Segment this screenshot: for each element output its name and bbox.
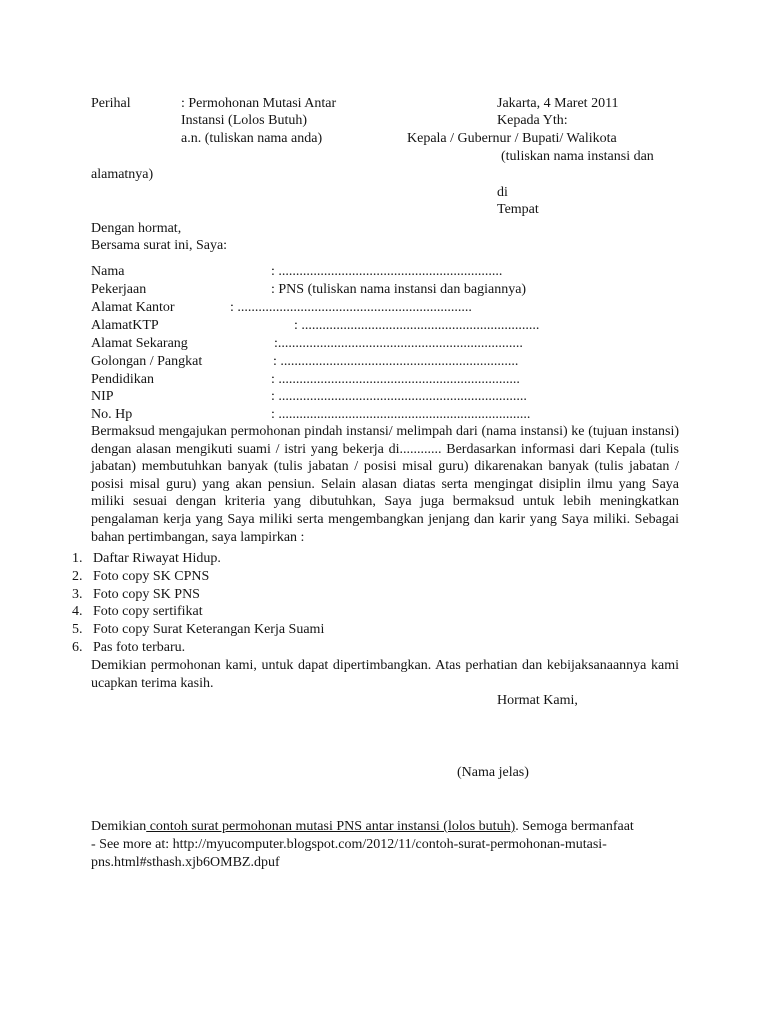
opening-intro: Bersama surat ini, Saya:	[91, 238, 228, 253]
field-pekerjaan-value: : PNS (tuliskan nama instansi dan bagiannya)	[271, 282, 527, 297]
footer-prefix: Demikian	[91, 819, 147, 834]
field-nama-value: : ................................................................	[271, 264, 503, 279]
signature-name: (Nama jelas)	[457, 765, 529, 780]
attachment-number: 5.	[72, 622, 83, 637]
field-alamat-kantor-value: : ...................................................................	[230, 300, 472, 315]
field-alamat-ktp-value: : ....................................................................	[294, 318, 540, 333]
footer-see-more-line-2: pns.html#sthash.xjb6OMBZ.dpuf	[91, 855, 280, 870]
attachment-number: 4.	[72, 604, 83, 619]
field-golongan-label: Golongan / Pangkat	[91, 354, 203, 369]
field-nohp-value: : ........................................................................	[271, 407, 531, 422]
perihal-label: Perihal	[91, 96, 131, 111]
footer-line-1	[91, 818, 634, 835]
recipient-di: di	[497, 185, 508, 200]
letter-date: Jakarta, 4 Maret 2011	[497, 96, 619, 111]
attachment-number: 6.	[72, 640, 83, 655]
footer-article-link[interactable]: contoh surat permohonan mutasi PNS antar instansi (lolos butuh)	[146, 819, 516, 834]
footer-suffix: . Semoga bermanfaat	[515, 819, 634, 834]
attachment-number: 2.	[72, 569, 83, 584]
field-alamat-sekarang-label: Alamat Sekarang	[91, 336, 188, 351]
attachment-item: Foto copy SK CPNS	[93, 569, 210, 584]
perihal-line-2: Instansi (Lolos Butuh)	[181, 113, 307, 128]
field-nip-label: NIP	[91, 389, 114, 404]
field-golongan-value: : ....................................................................	[273, 354, 519, 369]
field-nama-label: Nama	[91, 264, 125, 279]
perihal-line-3: a.n. (tuliskan nama anda)	[181, 131, 323, 146]
field-alamat-ktp-label: AlamatKTP	[91, 318, 159, 333]
attachment-number: 3.	[72, 587, 83, 602]
field-nohp-label: No. Hp	[91, 407, 133, 422]
attachment-item: Foto copy Surat Keterangan Kerja Suami	[93, 622, 325, 637]
field-pendidikan-label: Pendidikan	[91, 372, 154, 387]
field-alamat-kantor-label: Alamat Kantor	[91, 300, 175, 315]
attachment-item: Foto copy sertifikat	[93, 604, 203, 619]
field-pekerjaan-label: Pekerjaan	[91, 282, 147, 297]
recipient-tempat: Tempat	[497, 202, 539, 217]
recipient-kepada: Kepada Yth:	[497, 113, 568, 128]
recipient-title: Kepala / Gubernur / Bupati/ Walikota	[407, 131, 617, 146]
attachment-number: 1.	[72, 551, 83, 566]
recipient-instansi-note: (tuliskan nama instansi dan	[501, 149, 654, 164]
perihal-line-1: : Permohonan Mutasi Antar	[181, 96, 337, 111]
attachment-item: Pas foto terbaru.	[93, 640, 186, 655]
recipient-instansi-note-cont: alamatnya)	[91, 167, 154, 182]
body-paragraph: Bermaksud mengajukan permohonan pindah instansi/ melimpah dari (nama instansi) ke (tujuan instansi) dengan alasan mengikuti suami / istri yang bekerja di............ Berdasarkan informasi dari Kepala (tulis jabatan) membutuhkan banyak (tulis jabatan / posisi misal guru) dikarenakan banyak (tulis jabatan / posisi misal guru) yang akan pensiun. Selain alasan diatas serta mengingat disiplin ilmu yang Saya miliki sesuai dengan kriteria yang dibutuhkan, Saya juga bermaksud untuk lebih meningkatkan pengalaman kerja yang Saya miliki serta mengembangkan jenjang dan karir yang Saya miliki. Sebagai bahan pertimbangan, saya lampirkan :	[91, 424, 679, 545]
closing-regards: Hormat Kami,	[497, 693, 578, 708]
closing-paragraph: Demikian permohonan kami, untuk dapat dipertimbangkan. Atas perhatian dan kebijaksanaannya kami ucapkan terima kasih.	[91, 658, 679, 691]
footer-see-more-line-1: - See more at: http://myucomputer.blogspot.com/2012/11/contoh-surat-permohonan-mutasi-	[91, 837, 607, 852]
attachment-item: Foto copy SK PNS	[93, 587, 200, 602]
field-nip-value: : .......................................................................	[271, 389, 527, 404]
field-alamat-sekarang-value: :......................................................................	[274, 336, 523, 351]
opening-salam: Dengan hormat,	[91, 221, 182, 236]
field-pendidikan-value: : .....................................................................	[271, 372, 520, 387]
attachment-item: Daftar Riwayat Hidup.	[93, 551, 221, 566]
